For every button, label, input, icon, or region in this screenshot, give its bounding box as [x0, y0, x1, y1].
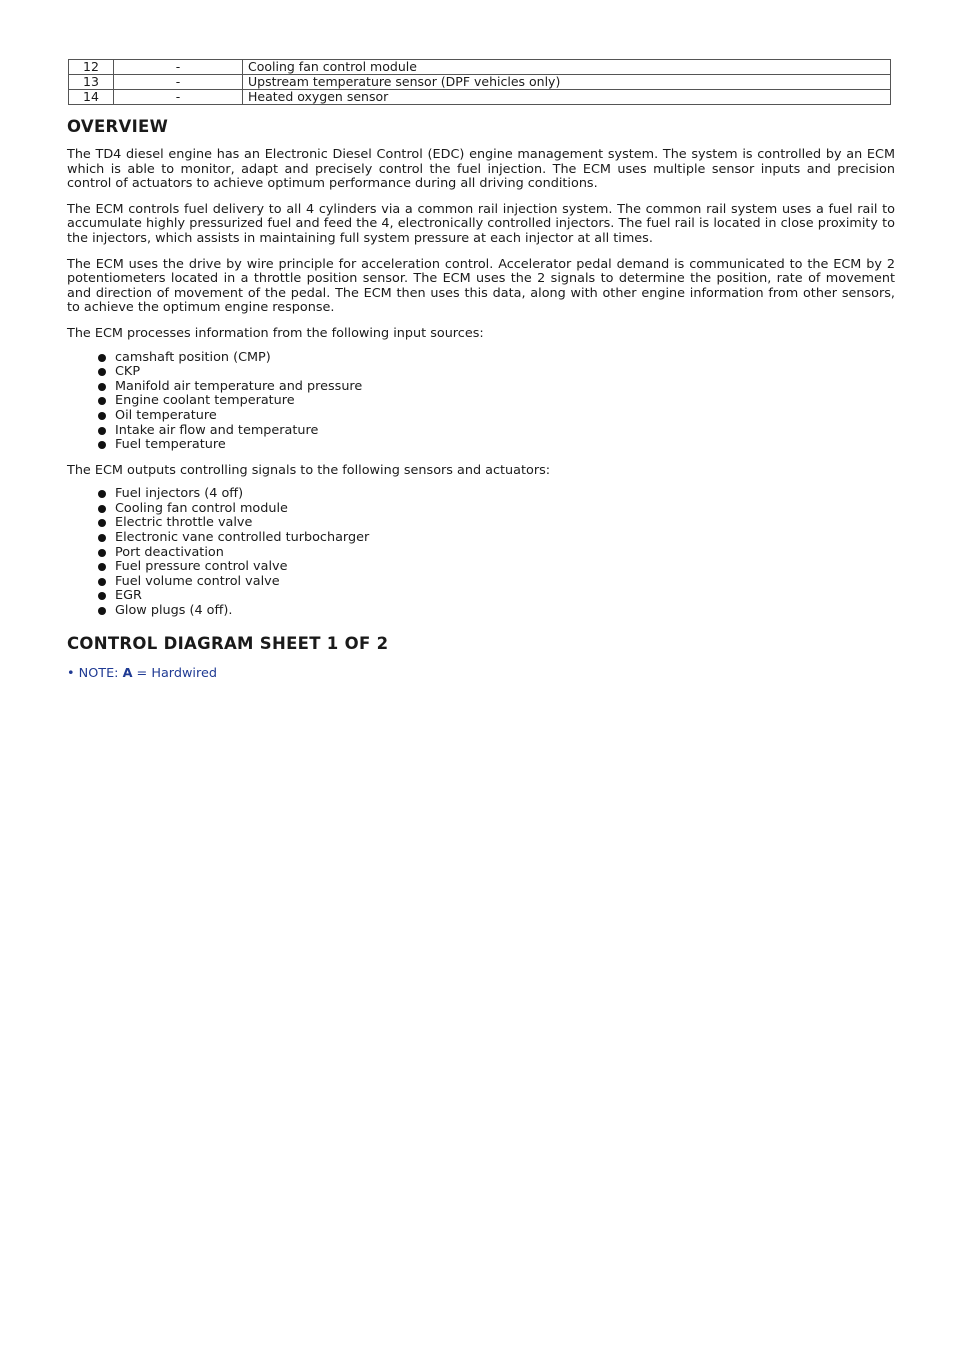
list-item: Glow plugs (4 off).	[67, 604, 895, 619]
document-body	[67, 117, 895, 681]
note	[67, 667, 895, 682]
list-item: Engine coolant temperature	[67, 394, 895, 409]
list-item: Fuel pressure control valve	[67, 560, 895, 575]
part-separator: -	[114, 75, 243, 90]
list-item: CKP	[67, 365, 895, 380]
list-item: Electronic vane controlled turbocharger	[67, 531, 895, 546]
diagram-heading: CONTROL DIAGRAM SHEET 1 OF 2	[67, 633, 389, 653]
inputs-intro: The ECM processes information from the following input sources:	[67, 325, 484, 341]
outputs-list	[67, 487, 895, 618]
list-item: Fuel injectors (4 off)	[67, 487, 895, 502]
list-item: Fuel volume control valve	[67, 575, 895, 590]
list-item: Oil temperature	[67, 409, 895, 424]
part-separator: -	[114, 60, 243, 75]
overview-paragraph: The ECM uses the drive by wire principle for acceleration control. Accelerator pedal demand is communicated to the ECM by 2 potentiometers located in a throttle position sensor. The ECM uses the 2 signals to determine the position, rate of movement and direction of movement of the pedal. The ECM then uses this data, along with other engine information from other sensors, to achieve the optimum engine response.	[67, 256, 895, 316]
part-number: 13	[69, 75, 114, 90]
inputs-list	[67, 351, 895, 453]
table-row	[69, 90, 891, 105]
list-item: camshaft position (CMP)	[67, 351, 895, 366]
list-item: EGR	[67, 589, 895, 604]
note-prefix: • NOTE:	[67, 665, 119, 681]
part-number: 12	[69, 60, 114, 75]
list-item: Intake air flow and temperature	[67, 424, 895, 439]
part-description: Cooling fan control module	[243, 60, 891, 75]
part-number: 14	[69, 90, 114, 105]
list-item: Fuel temperature	[67, 438, 895, 453]
list-item: Port deactivation	[67, 546, 895, 561]
outputs-intro: The ECM outputs controlling signals to the following sensors and actuators:	[67, 462, 551, 478]
part-separator: -	[114, 90, 243, 105]
part-description: Heated oxygen sensor	[243, 90, 891, 105]
note-key: A	[122, 665, 133, 681]
table-row	[69, 75, 891, 90]
parts-table	[68, 59, 891, 105]
table-row	[69, 60, 891, 75]
note-text: = Hardwired	[136, 665, 217, 681]
overview-heading: OVERVIEW	[67, 117, 169, 136]
overview-paragraph: The ECM controls fuel delivery to all 4 cylinders via a common rail injection system. The common rail system uses a fuel rail to accumulate highly pressurized fuel and feed the 4, electronically controlled injectors. The fuel rail is located in close proximity to the injectors, which assists in maintaining full system pressure at each injector at all times.	[67, 201, 895, 246]
overview-paragraph: The TD4 diesel engine has an Electronic Diesel Control (EDC) engine management system. The system is controlled by an ECM which is able to monitor, adapt and precisely control the fuel injection. The ECM uses multiple sensor inputs and precision control of actuators to achieve optimum performance during all driving conditions.	[67, 147, 895, 192]
list-item: Electric throttle valve	[67, 516, 895, 531]
list-item: Manifold air temperature and pressure	[67, 380, 895, 395]
part-description: Upstream temperature sensor (DPF vehicles only)	[243, 75, 891, 90]
list-item: Cooling fan control module	[67, 502, 895, 517]
